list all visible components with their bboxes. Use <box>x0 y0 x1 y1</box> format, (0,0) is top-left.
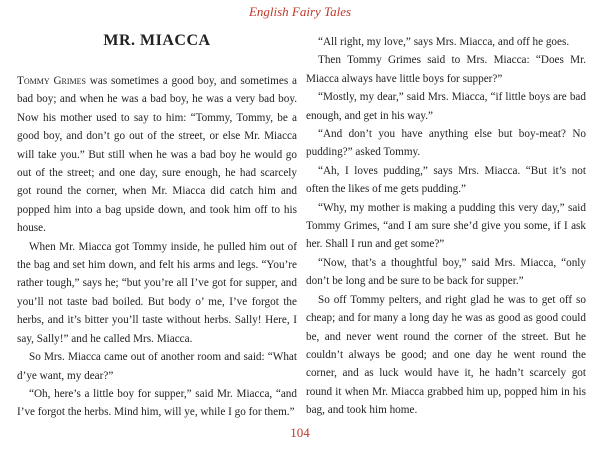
paragraph: So Mrs. Miacca came out of another room and said: “What d’ye want, my dear?” <box>17 351 297 382</box>
paragraph: “Mostly, my dear,” said Mrs. Miacca, “if little boys are bad enough, and get in his way.” <box>306 91 586 122</box>
paragraph: “Now, that’s a thoughtful boy,” said Mrs. Miacca, “only don’t be long and be sure to be back for supper.” <box>306 256 586 288</box>
left-column <box>17 32 297 422</box>
paragraph: When Mr. Miacca got Tommy inside, he pulled him out of the bag and set him down, and felt his arms and legs. “You’re rather tough,” says he; “but you’re all I’ve got for supper, and you’ll not taste bad boiled. But body o’ me, I’ve forgot the herbs, and it’s bitter you’ll taste without herbs. Sally! Here, I say, Sally!” and he called Mrs. Miacca. <box>17 240 297 345</box>
paragraph <box>17 72 297 238</box>
right-column <box>306 33 586 420</box>
paragraph: “All right, my love,” says Mrs. Miacca, and off he goes. <box>318 36 570 48</box>
page-number: 104 <box>290 425 310 440</box>
paragraph: So off Tommy pelters, and right glad he was to get off so cheap; and for many a long day he was as good as good could be, and never went round the corner of the street. But he couldn’t always be good; and one day he went round the corner, and as luck would have it, he hadn’t scarcely got round it when Mr. Miacca grabbed him up, popped him in his bag, and took him home. <box>306 293 586 417</box>
paragraph-text: was sometimes a good boy, and sometimes a bad boy; and when he was a bad boy, he was a very bad boy. Now his mother used to say to him: “Tommy, Tommy, be a good boy, and don’t go out of the street, or else Mr. Miacca will take you.” But still when he was a bad boy he would go out of the street; and one day, sure enough, he had scarcely got round the corner, when Mr. Miacca did catch him and popped him into a bag upside down, and took him off to his house. <box>17 75 297 235</box>
paragraph: “Ah, I loves pudding,” says Mrs. Miacca. “But it’s not often the likes of me gets pudding.” <box>306 164 586 196</box>
paragraph: “Oh, here’s a little boy for supper,” said Mr. Miacca, “and I’ve forgot the herbs. Mind him, will ye, while I go for them.” <box>17 387 297 419</box>
chapter-title: MR. MIACCA <box>103 32 211 49</box>
paragraph: Then Tommy Grimes said to Mrs. Miacca: “Does Mr. Miacca always have little boys for supper?” <box>306 54 586 85</box>
paragraph: “Why, my mother is making a pudding this very day,” said Tommy Grimes, “and I am sure she’d give you some, if I ask her. Shall I run and get some?” <box>306 201 586 251</box>
paragraph: “And don’t you have anything else but boy-meat? No pudding?” asked Tommy. <box>306 128 586 159</box>
opening-smallcaps: Tommy Grimes <box>17 75 86 87</box>
running-head: English Fairy Tales <box>248 4 352 19</box>
